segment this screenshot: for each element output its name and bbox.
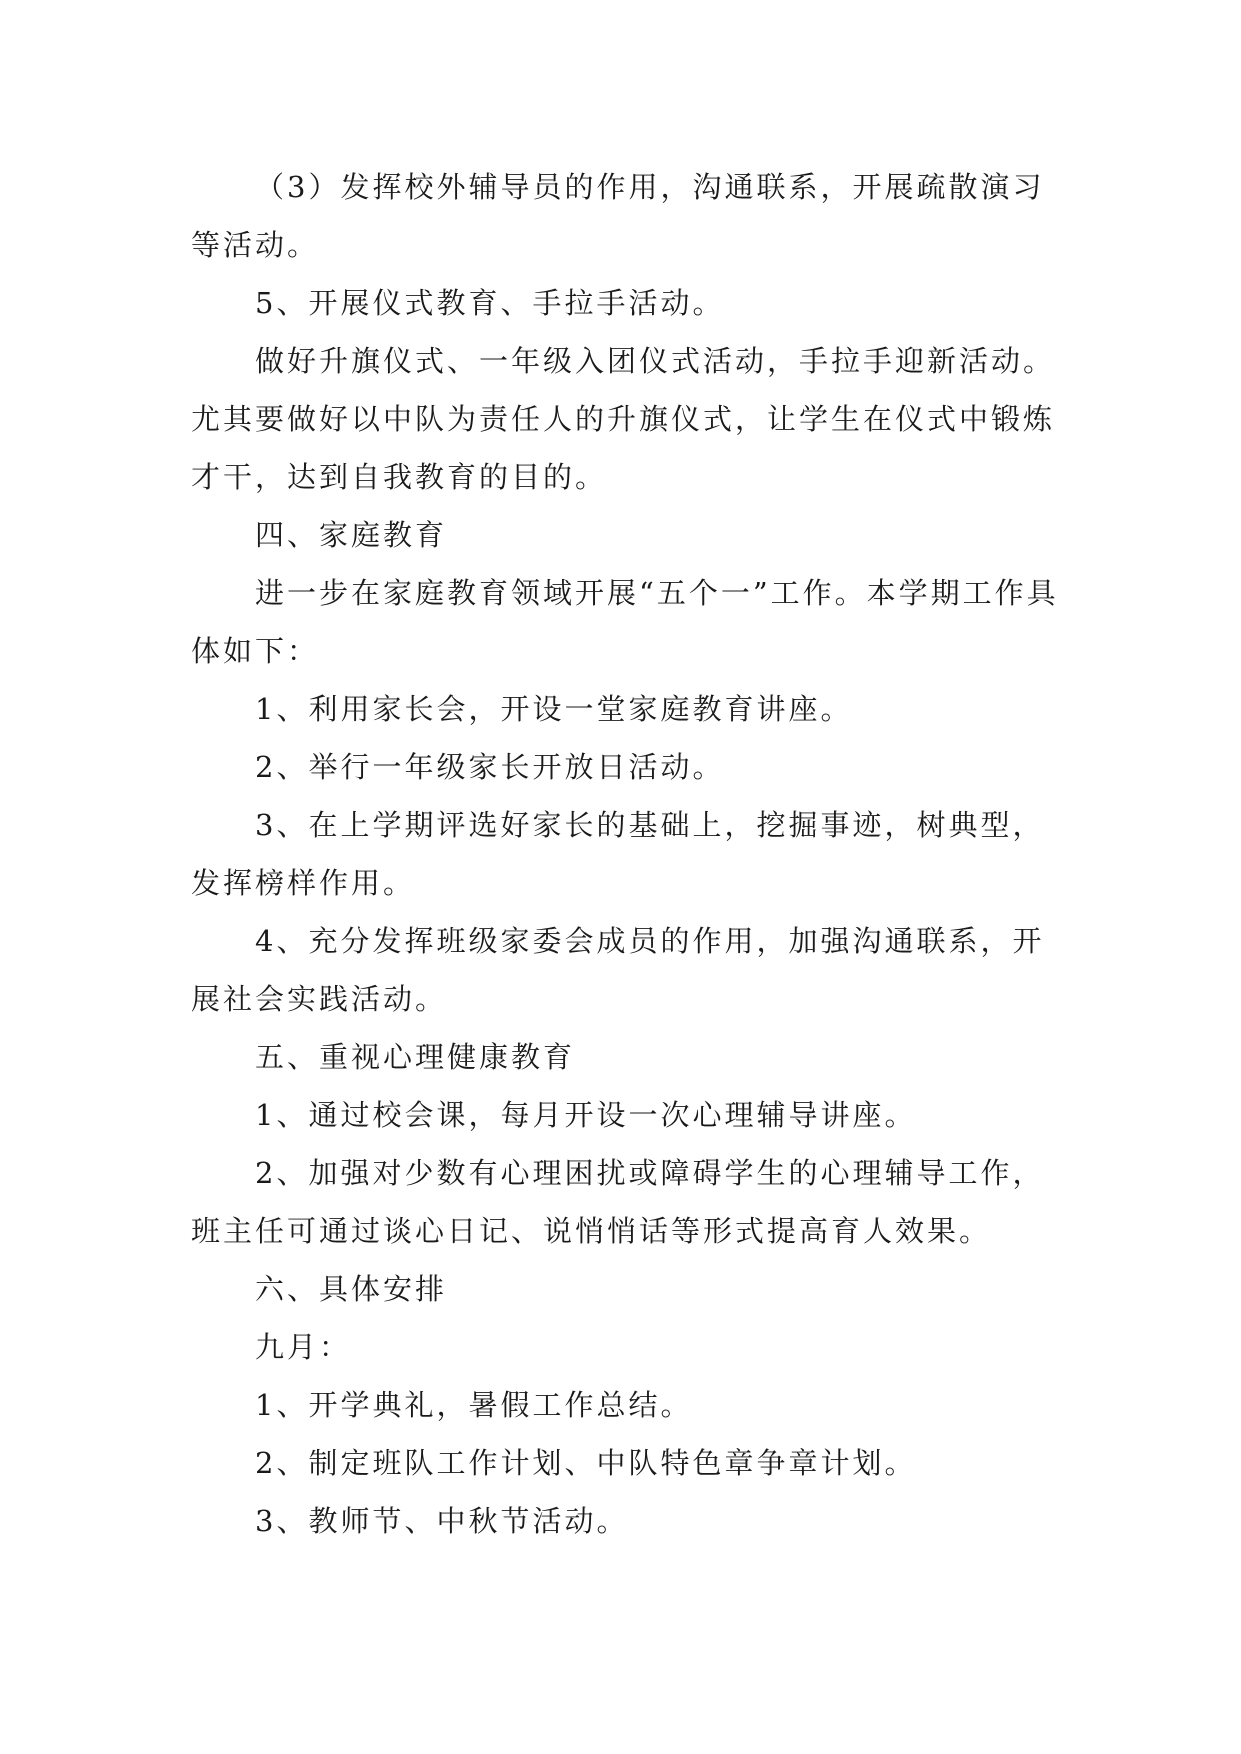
section-heading-schedule: 六、具体安排 [255, 1272, 448, 1306]
section-heading-family-education: 四、家庭教育 [255, 518, 448, 552]
list-item-parent-committee: 4、充分发挥班级家委会成员的作用，加强沟通联系，开展社会实践活动。 [191, 924, 1045, 1016]
paragraph-flag-ceremony: 做好升旗仪式、一年级入团仪式活动，手拉手迎新活动。尤其要做好以中队为责任人的升旗仪式，让学生在仪式中锻炼才干，达到自我教育的目的。 [191, 344, 1056, 494]
list-item-good-parents: 3、在上学期评选好家长的基础上，挖掘事迹，树典型，发挥榜样作用。 [191, 808, 1045, 900]
list-item-opening-ceremony: 1、开学典礼，暑假工作总结。 [255, 1388, 693, 1422]
list-item-parent-meeting: 1、利用家长会，开设一堂家庭教育讲座。 [255, 692, 853, 726]
month-heading-september: 九月： [255, 1330, 352, 1364]
list-item-festival-activities: 3、教师节、中秋节活动。 [255, 1504, 629, 1538]
paragraph-ceremony-heading: 5、开展仪式教育、手拉手活动。 [255, 286, 725, 320]
section-heading-mental-health: 五、重视心理健康教育 [255, 1040, 576, 1074]
list-item-work-plan: 2、制定班队工作计划、中队特色章争章计划。 [255, 1446, 917, 1480]
paragraph-drill-activities: （3）发挥校外辅导员的作用，沟通联系，开展疏散演习等活动。 [191, 170, 1045, 262]
paragraph-five-ones: 进一步在家庭教育领域开展“五个一”工作。本学期工作具体如下： [191, 576, 1059, 668]
list-item-counseling-work: 2、加强对少数有心理困扰或障碍学生的心理辅导工作，班主任可通过谈心日记、说悄悄话等形式提高育人效果。 [191, 1156, 1045, 1248]
list-item-counseling-lecture: 1、通过校会课，每月开设一次心理辅导讲座。 [255, 1098, 917, 1132]
document-body [191, 158, 1071, 1550]
list-item-open-day: 2、举行一年级家长开放日活动。 [255, 750, 725, 784]
